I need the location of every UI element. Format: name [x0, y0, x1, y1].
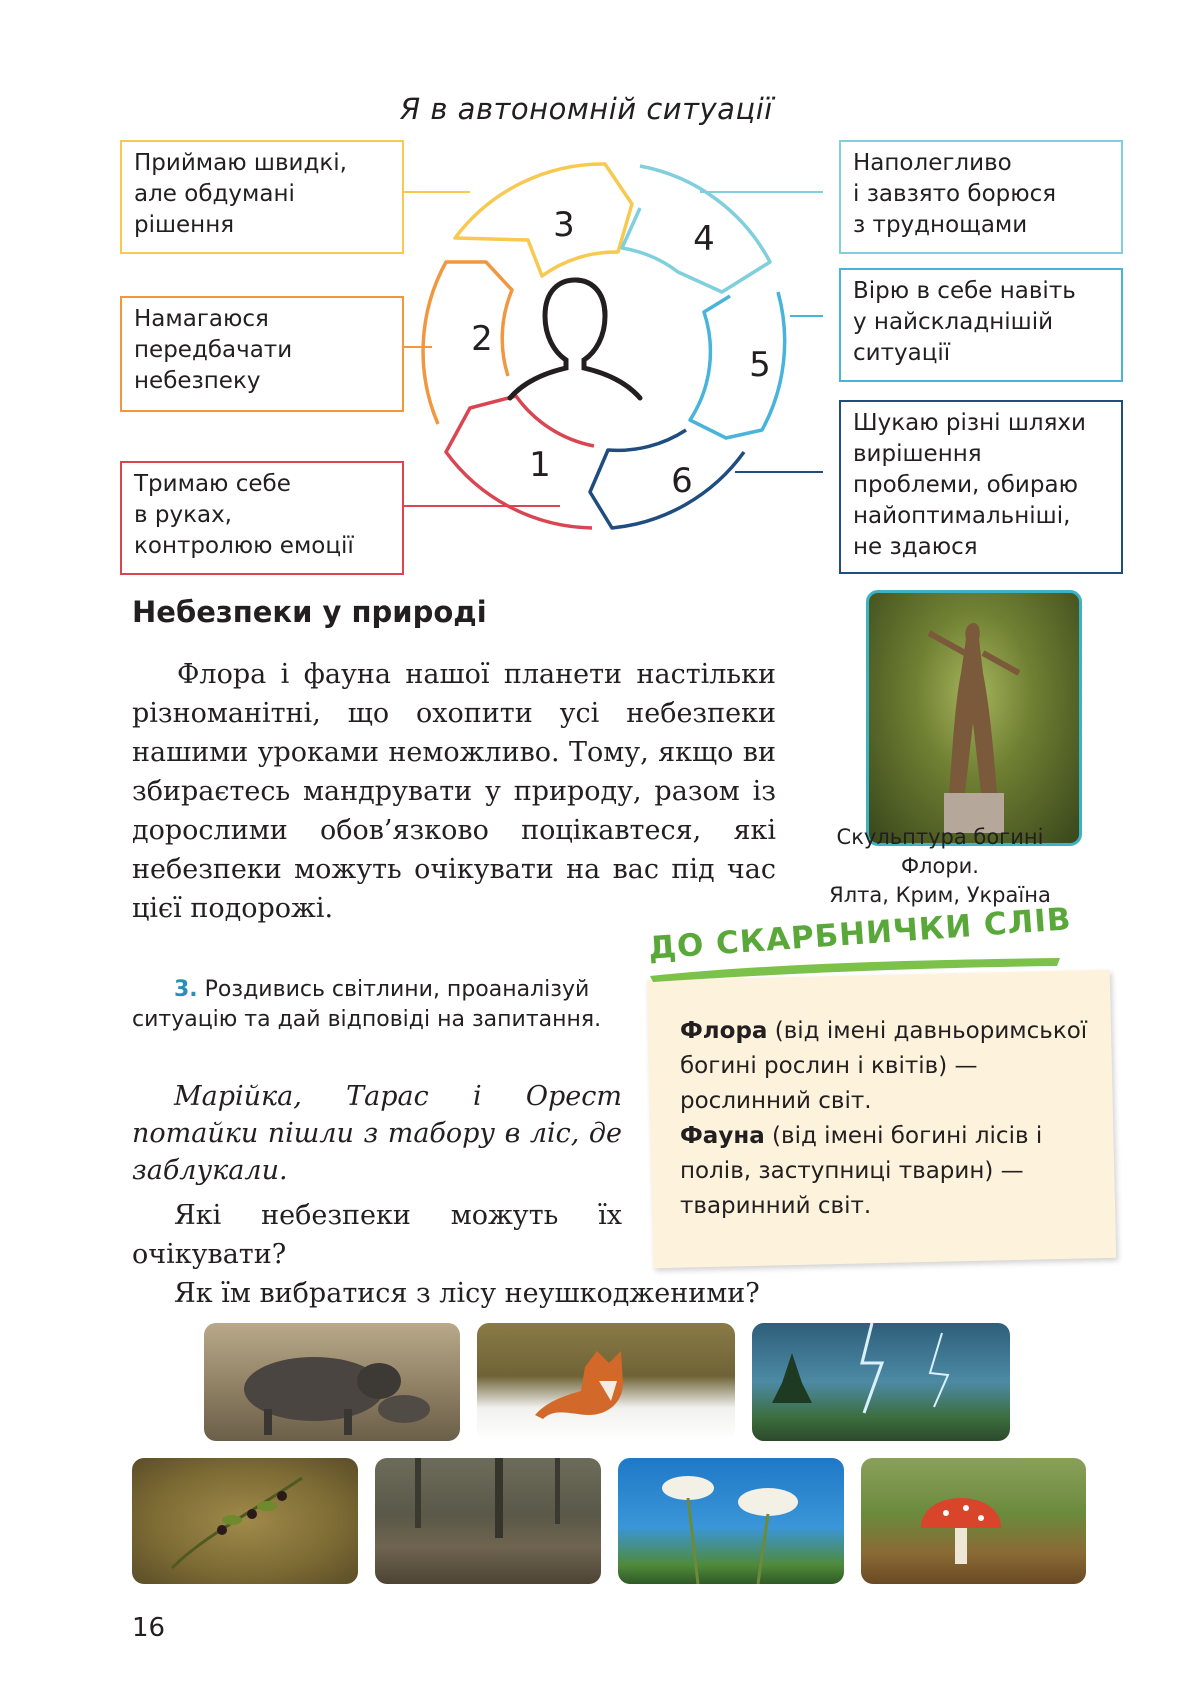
box-seek-solutions: Шукаю різні шляхи вирішення проблеми, обираю найоптимальніші, не здаюся — [839, 400, 1123, 574]
box-self-belief: Вірю в себе навіть у найскладнішій ситуації — [839, 268, 1123, 382]
vocabulary-definitions — [680, 1014, 1100, 1224]
photo-forest-floor — [375, 1458, 601, 1584]
segment-number-1: 1 — [529, 445, 551, 485]
flora-term: Флора — [680, 1018, 768, 1044]
segment-6 — [590, 430, 744, 528]
photo-hogweed — [618, 1458, 844, 1584]
fauna-definition — [680, 1119, 1100, 1224]
segment-number-2: 2 — [471, 319, 493, 359]
segment-number-3: 3 — [553, 205, 575, 245]
photo-berry-shrub — [132, 1458, 358, 1584]
question-escape: Як їм вибратися з лісу неушкодженими? — [174, 1278, 760, 1309]
flora-definition — [680, 1014, 1100, 1119]
page-number: 16 — [132, 1613, 166, 1643]
vocabulary-title: ДО СКАРБНИЧКИ СЛІВ — [647, 901, 1073, 967]
sculpture-caption: Скульптура богині Флори. Ялта, Крим, Україна — [829, 825, 1051, 907]
segment-number-5: 5 — [749, 345, 771, 385]
task-number: 3. — [174, 977, 198, 1002]
segment-3 — [455, 164, 632, 276]
photo-fox-in-snow — [477, 1323, 735, 1441]
section-heading: Небезпеки у природі — [132, 595, 487, 629]
fauna-term: Фауна — [680, 1123, 765, 1149]
intro-paragraph: Флора і фауна нашої планети настільки різноманітні, що охопити усі небезпеки нашими уроками неможливо. Тому, якщо ви збираєтесь мандрувати у природу, разом із дорослими обов’язково поцікавтеся, які небезпеки можуть очікувати на вас під час цієї подорожі. — [132, 659, 776, 924]
segment-number-6: 6 — [671, 461, 693, 501]
flora-def: (від імені давньоримської богині рослин і квітів) — рослинний світ. — [680, 1018, 1088, 1114]
task-story: Марійка, Тарас і Орест потайки пішли з табору в ліс, де заблукали. — [132, 1081, 622, 1186]
diagram-title: Я в автономній ситуації — [400, 92, 773, 126]
question-dangers: Які небезпеки можуть їх очікувати? — [132, 1200, 622, 1270]
photo-wild-boars — [204, 1323, 460, 1441]
fauna-def: (від імені богині лісів і полів, заступниці тварин) — тваринний світ. — [680, 1123, 1043, 1219]
person-silhouette-icon — [510, 280, 640, 398]
box-quick-decisions: Приймаю швидкі, але обдумані рішення — [120, 140, 404, 254]
sculpture-photo — [866, 590, 1082, 846]
box-persistence: Наполегливо і завзято борюся з труднощами — [839, 140, 1123, 254]
photo-thunderstorm — [752, 1323, 1010, 1441]
box-self-control: Тримаю себе в руках, контролюю емоції — [120, 461, 404, 575]
segment-1 — [446, 396, 594, 528]
box-foresee-danger: Намагаюся передбачати небезпеку — [120, 296, 404, 412]
task-instruction — [132, 975, 622, 1035]
photo-fly-agaric-mushroom — [861, 1458, 1086, 1584]
segment-number-4: 4 — [693, 219, 715, 259]
task-text: Роздивись світлини, проаналізуй ситуацію та дай відповіді на запитання. — [132, 977, 602, 1032]
